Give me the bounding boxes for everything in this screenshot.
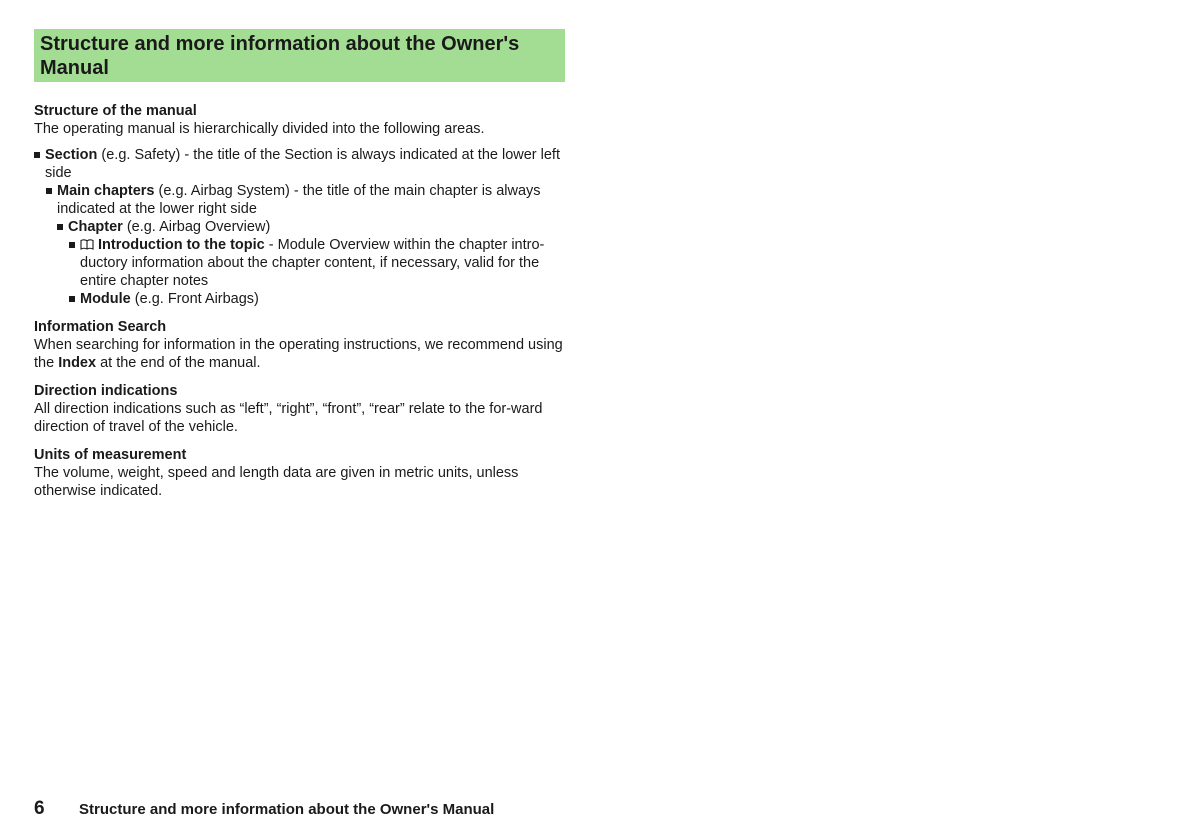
desc-section: (e.g. Safety) - the title of the Section is always indicated at the lower left side: [45, 147, 560, 181]
main-content: [34, 102, 574, 510]
page-footer: [34, 799, 494, 820]
structure-heading: Structure of the manual: [34, 103, 197, 119]
bullet-icon: [57, 224, 63, 230]
list-item-intro-topic: [34, 236, 574, 290]
term-main-chapters: Main chapters: [57, 183, 155, 199]
units-heading: Units of measurement: [34, 447, 187, 463]
index-term: Index: [58, 355, 97, 371]
list-item-section: [34, 146, 574, 182]
direction-heading: Direction indications: [34, 383, 178, 399]
page-title: Structure and more information about the Owner's Manual: [40, 33, 520, 79]
book-icon: [80, 239, 94, 250]
bullet-icon: [46, 188, 52, 194]
list-item-module: [34, 290, 574, 308]
search-text: [34, 336, 574, 372]
term-intro-topic: Introduction to the topic: [98, 237, 265, 253]
units-text: The volume, weight, speed and length data are given in metric units, unless otherwise indicated.: [34, 465, 519, 499]
bullet-icon: [69, 242, 75, 248]
term-section: Section: [45, 147, 98, 163]
list-item-chapter: [34, 218, 574, 236]
search-heading: Information Search: [34, 319, 167, 335]
term-chapter: Chapter: [68, 219, 123, 235]
desc-chapter: (e.g. Airbag Overview): [122, 219, 271, 235]
structure-intro: The operating manual is hierarchically divided into the following areas.: [34, 121, 485, 137]
list-item-main-chapters: [34, 182, 574, 218]
desc-module: (e.g. Front Airbags): [130, 291, 259, 307]
running-title: Structure and more information about the Owner's Manual: [79, 801, 495, 818]
desc-main-chapters: (e.g. Airbag System) - the title of the main chapter is always indicated at the lower right side: [57, 183, 541, 217]
page-number: 6: [34, 798, 45, 819]
search-text-before: When searching for information in the operating instructions, we recommend using the: [34, 337, 563, 371]
bullet-icon: [69, 296, 75, 302]
search-text-after: at the end of the manual.: [96, 355, 261, 371]
term-module: Module: [80, 291, 131, 307]
direction-text: All direction indications such as “left”, “right”, “front”, “rear” relate to the for-ward direction of travel of the vehicle.: [34, 401, 543, 435]
structure-list: [34, 146, 574, 308]
bullet-icon: [34, 152, 40, 158]
title-banner: [34, 29, 565, 82]
desc-intro-topic: - Module Overview within the chapter intro-ductory information about the chapter content, if necessary, valid for the entire chapter notes: [80, 237, 545, 289]
